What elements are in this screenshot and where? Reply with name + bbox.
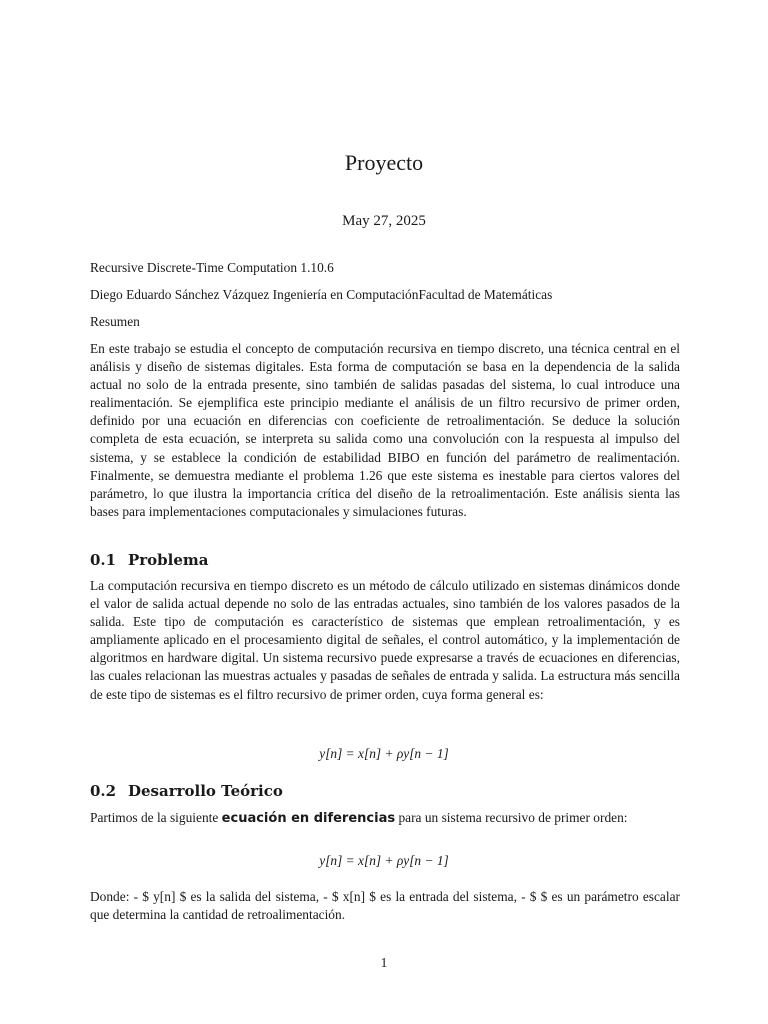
abstract-text: En este trabajo se estudia el concepto de computación recursiva en tiempo discreto, una técnica central en el análisis y diseño de sistemas digitales. Esta forma de computación se basa en la dependencia de la salida actual no solo de la entrada presente, sino también de salidas pasadas del sistema, lo cual introduce una realimentación. Se ejemplifica este principio mediante el análisis de un filtro recursivo de primer orden, definido por una ecuación en diferencias con coeficiente de retroalimentación. Se deduce la solución completa de esta ecuación, se interpreta su salida como una convolución con la respuesta al impulso del sistema, y se establece la condición de estabilidad BIBO en función del parámetro de realimentación. Finalmente, se demuestra mediante el problema 1.26 que este sistema es inestable para ciertos valores del parámetro, lo que ilustra la importancia crítica del diseño de la retroalimentación. Este análisis sienta las bases para implementaciones computacionales y simulaciones futuras. xyxy=(90,341,680,519)
section-number: 0.1 xyxy=(90,551,117,569)
page-number: 1 xyxy=(380,955,388,970)
section-heading-problema xyxy=(90,550,680,570)
equation-problema xyxy=(0,745,768,763)
section-number: 0.2 xyxy=(90,782,117,800)
authors-line: Diego Eduardo Sánchez Vázquez Ingeniería en ComputaciónFacultad de Matemáticas xyxy=(90,287,553,302)
equation-text: y[n] = x[n] + ρy[n − 1] xyxy=(319,746,449,761)
section-intro-desarrollo xyxy=(90,809,680,828)
abstract-label: Resumen xyxy=(90,314,140,329)
section-heading-desarrollo xyxy=(90,781,680,801)
intro-text-bold: ecuación en diferencias xyxy=(221,811,396,826)
donde-text: Donde: - $ y[n] $ es la salida del sistema, - $ x[n] $ es la entrada del sistema, - $ $ es un parámetro escalar que determina la cantidad de retroalimentación. xyxy=(90,889,680,923)
intro-text-after: para un sistema recursivo de primer orden: xyxy=(398,810,628,825)
section-title: Desarrollo Teórico xyxy=(128,782,283,800)
document-title: Proyecto xyxy=(344,150,424,175)
document-date: May 27, 2025 xyxy=(342,213,426,229)
section-title: Problema xyxy=(128,551,209,569)
document-subtitle: Recursive Discrete-Time Computation 1.10.6 xyxy=(90,260,334,275)
equation-text: y[n] = x[n] + ρy[n − 1] xyxy=(319,853,449,868)
intro-text-before: Partimos de la siguiente xyxy=(90,810,219,825)
equation-desarrollo xyxy=(0,852,768,870)
section-text-problema: La computación recursiva en tiempo discreto es un método de cálculo utilizado en sistemas dinámicos donde el valor de salida actual depende no solo de las entradas actuales, sino también de los valores pasados de la salida. Este tipo de computación es característico de sistemas que emplean retroalimentación, y es ampliamente aplicado en el procesamiento digital de señales, el control automático, y la implementación de algoritmos en hardware digital. Un sistema recursivo puede expresarse a través de ecuaciones en diferencias, las cuales relacionan las muestras actuales y pasadas de señales de entrada y salida. La estructura más sencilla de este tipo de sistemas es el filtro recursivo de primer orden, cuya forma general es: xyxy=(90,578,680,702)
